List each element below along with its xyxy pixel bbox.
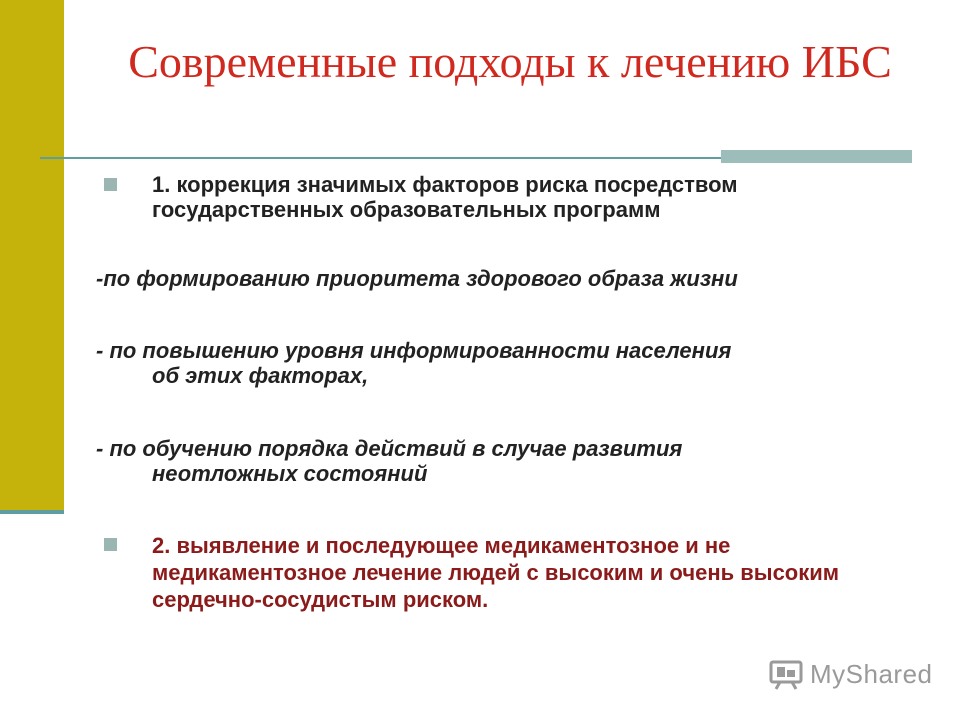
sub-item-2-line1: - по повышению уровня информированности населения	[96, 338, 732, 363]
sub-item-3-line1: - по обучению порядка действий в случае развития	[96, 436, 683, 461]
sub-item-3-line2: неотложных состояний	[152, 461, 428, 486]
slide-title: Современные подходы к лечению ИБС	[128, 36, 892, 87]
sub-item-2-line2: об этих факторах,	[152, 363, 369, 388]
title-divider-block	[721, 150, 912, 163]
watermark-text: MyShared	[810, 658, 933, 689]
bullet-square-icon	[104, 538, 117, 551]
sub-item-3	[96, 436, 896, 486]
sub-item-1: -по формированию приоритета здорового образа жизни	[96, 266, 738, 291]
left-accent-bar	[0, 0, 64, 510]
left-accent-bar-edge	[0, 510, 64, 514]
bullet-1-text: 1. коррекция значимых факторов риска посредством государственных образовательных программ	[152, 172, 738, 222]
bullet-2-text: 2. выявление и последующее медикаментозное и не медикаментозное лечение людей с высоким и очень высоким сердечно-сосудистым риском.	[152, 533, 840, 612]
watermark-logo	[768, 656, 933, 692]
bullet-square-icon	[104, 178, 117, 191]
presentation-icon	[768, 658, 804, 690]
sub-item-2	[96, 338, 896, 388]
